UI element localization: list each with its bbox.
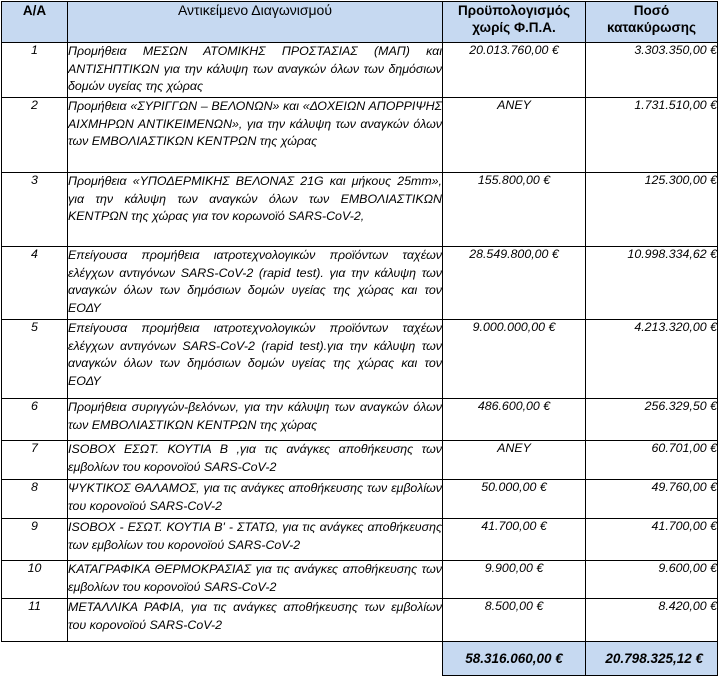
totals-spacer <box>68 642 443 676</box>
row-description: ISOBOX - ΕΣΩΤ. ΚΟΥΤΙΑ Β' - ΣΤΑΤΩ, για τις ανάγκες αποθήκευσης των εμβολίων του κορονοϊού SARS-CoV-2 <box>68 519 443 561</box>
table-row <box>2 561 718 599</box>
row-award: 49.760,00 € <box>586 480 718 519</box>
row-budget: 9.000.000,00 € <box>443 320 586 399</box>
row-award: 125.300,00 € <box>586 173 718 247</box>
column-header-aa: Α/Α <box>2 2 68 43</box>
row-award: 1.731.510,00 € <box>586 98 718 173</box>
row-number: 3 <box>2 173 68 247</box>
row-budget: 41.700,00 € <box>443 519 586 561</box>
column-header-award <box>586 2 718 43</box>
table-row <box>2 98 718 173</box>
table-row <box>2 480 718 519</box>
row-budget: 20.013.760,00 € <box>443 43 586 98</box>
total-budget: 58.316.060,00 € <box>443 642 586 676</box>
row-description: Προμήθεια «ΥΠΟΔΕΡΜΙΚΗΣ ΒΕΛΟΝΑΣ 21G και μήκους 25mm», για την κάλυψη των αναγκών όλων των ΕΜΒΟΛΙΑΣΤΙΚΩΝ ΚΕΝΤΡΩΝ της χώρας για τον κορωνοϊό SARS-CoV-2, <box>68 173 443 247</box>
row-description: Προμήθεια ΜΕΣΩΝ ΑΤΟΜΙΚΗΣ ΠΡΟΣΤΑΣΙΑΣ (ΜΑΠ) και ΑΝΤΙΣΗΠΤΙΚΩΝ για την κάλυψη των αναγκών όλων των δημόσιων δομών υγείας της χώρας <box>68 43 443 98</box>
row-number: 8 <box>2 480 68 519</box>
row-budget: ΑΝΕΥ <box>443 441 586 480</box>
row-award: 4.213.320,00 € <box>586 320 718 399</box>
row-description: Επείγουσα προμήθεια ιατροτεχνολογικών προϊόντων ταχέων ελέγχων αντιγόνων SARS-CoV-2 (rapid test).για την κάλυψη των αναγκών όλων των δημόσιων δομών υγείας της χώρας και τον ΕΟΔΥ <box>68 320 443 399</box>
table-row <box>2 173 718 247</box>
row-number: 1 <box>2 43 68 98</box>
row-award: 10.998.334,62 € <box>586 247 718 320</box>
tenders-table <box>1 1 718 676</box>
column-header-budget-line2: χωρίς Φ.Π.Α. <box>472 20 556 35</box>
column-header-award-line2: κατακύρωσης <box>607 20 696 35</box>
row-description: Προμήθεια συριγγών-βελόνων, για την κάλυψη των αναγκών όλων των ΕΜΒΟΛΙΑΣΤΙΚΩΝ ΚΕΝΤΡΩΝ της χώρας <box>68 399 443 441</box>
row-description: Προμήθεια «ΣΥΡΙΓΓΩΝ – ΒΕΛΟΝΩΝ» και «ΔΟΧΕΙΩΝ ΑΠΟΡΡΙΨΗΣ ΑΙΧΜΗΡΩΝ ΑΝΤΙΚΕΙΜΕΝΩΝ», για την κάλυψη των αναγκών όλων των ΕΜΒΟΛΙΑΣΤΙΚΩΝ ΚΕΝΤΡΩΝ της χώρας <box>68 98 443 173</box>
row-description: ΚΑΤΑΓΡΑΦΙΚΑ ΘΕΡΜΟΚΡΑΣΙΑΣ για τις ανάγκες αποθήκευσης των εμβολίων του κορονοϊού SARS-CoV-2 <box>68 561 443 599</box>
row-number: 6 <box>2 399 68 441</box>
table-row <box>2 399 718 441</box>
row-description: ISOBOX ΕΣΩΤ. ΚΟΥΤΙΑ Β ,για τις ανάγκες αποθήκευσης των εμβολίων του κορονοϊού SARS-CoV-2 <box>68 441 443 480</box>
row-budget: ΑΝΕΥ <box>443 98 586 173</box>
row-number: 11 <box>2 599 68 642</box>
row-budget: 9.900,00 € <box>443 561 586 599</box>
row-number: 5 <box>2 320 68 399</box>
header-row <box>2 2 718 43</box>
row-budget: 155.800,00 € <box>443 173 586 247</box>
row-budget: 28.549.800,00 € <box>443 247 586 320</box>
table-row <box>2 599 718 642</box>
row-number: 10 <box>2 561 68 599</box>
row-number: 2 <box>2 98 68 173</box>
totals-row <box>2 642 718 676</box>
row-budget: 50.000,00 € <box>443 480 586 519</box>
table-row <box>2 320 718 399</box>
total-award: 20.798.325,12 € <box>586 642 718 676</box>
table-row <box>2 519 718 561</box>
row-number: 7 <box>2 441 68 480</box>
row-award: 60.701,00 € <box>586 441 718 480</box>
table-row <box>2 441 718 480</box>
row-award: 3.303.350,00 € <box>586 43 718 98</box>
row-budget: 8.500,00 € <box>443 599 586 642</box>
row-budget: 486.600,00 € <box>443 399 586 441</box>
column-header-budget-line1: Προϋπολογισμός <box>457 3 571 18</box>
table-row <box>2 247 718 320</box>
row-number: 9 <box>2 519 68 561</box>
row-award: 41.700,00 € <box>586 519 718 561</box>
row-number: 4 <box>2 247 68 320</box>
row-award: 9.600,00 € <box>586 561 718 599</box>
row-award: 8.420,00 € <box>586 599 718 642</box>
column-header-award-line1: Ποσό <box>633 3 670 18</box>
column-header-budget <box>443 2 586 43</box>
totals-spacer <box>2 642 68 676</box>
table-row <box>2 43 718 98</box>
row-description: Επείγουσα προμήθεια ιατροτεχνολογικών προϊόντων ταχέων ελέγχων αντιγόνων SARS-CoV-2 (rapid test). για την κάλυψη των αναγκών όλων των δημόσιων δομών υγείας της χώρας και τον ΕΟΔΥ <box>68 247 443 320</box>
row-description: ΨΥΚΤΙΚΟΣ ΘΑΛΑΜΟΣ, για τις ανάγκες αποθήκευσης των εμβολίων του κορονοϊού SARS-CoV-2 <box>68 480 443 519</box>
row-description: ΜΕΤΑΛΛΙΚΑ ΡΑΦΙΑ, για τις ανάγκες αποθήκευσης των εμβολίων του κορονοϊού SARS-CoV-2 <box>68 599 443 642</box>
column-header-subject: Αντικείμενο Διαγωνισμού <box>68 2 443 43</box>
row-award: 256.329,50 € <box>586 399 718 441</box>
